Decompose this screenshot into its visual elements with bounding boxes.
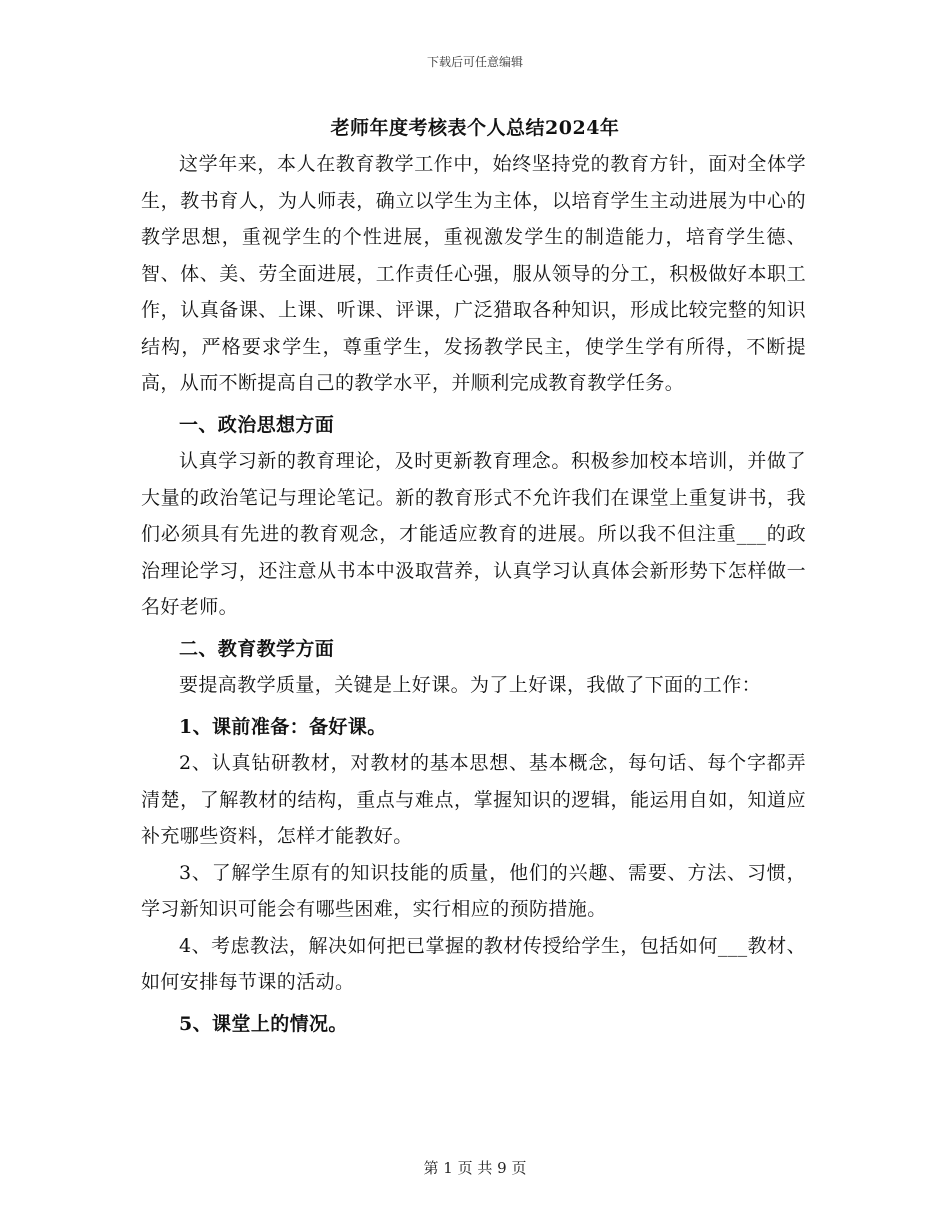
document-title: 老师年度考核表个人总结2024年 — [330, 117, 620, 139]
section-heading-politics: 一、政治思想方面 — [179, 413, 335, 436]
list-item-study-materials: 2、认真钻研教材，对教材的基本思想、基本概念，每句话、每个字都弄清楚，了解教材的结构，重点与难点，掌握知识的逻辑，能运用自如，知道应补充哪些资料，怎样才能教好。 — [141, 752, 806, 847]
politics-paragraph: 认真学习新的教育理论，及时更新教育理念。积极参加校本培训，并做了大量的政治笔记与理论笔记。新的教育形式不允许我们在课堂上重复讲书，我们必须具有先进的教育观念，才能适应教育的进展。所以我不但注重___的政治理论学习，还注意从书本中汲取营养，认真学习认真体会新形势下怎样做一名好老师。 — [141, 450, 806, 618]
intro-paragraph: 这学年来，本人在教育教学工作中，始终坚持党的教育方针，面对全体学生，教书育人，为人师表，确立以学生为主体，以培育学生主动进展为中心的教学思想，重视学生的个性进展，重视激发学生的制造能力，培育学生德、智、体、美、劳全面进展，工作责任心强，服从领导的分工，积极做好本职工作，认真备课、上课、听课、评课，广泛猎取各种知识，形成比较完整的知识结构，严格要求学生，尊重学生，发扬教学民主，使学生学有所得，不断提高，从而不断提高自己的教学水平，并顺利完成教育教学任务。 — [141, 153, 806, 394]
document-body — [141, 146, 806, 1042]
header-note: 下载后可任意编辑 — [426, 55, 523, 69]
section-heading-teaching: 二、教育教学方面 — [179, 637, 335, 660]
list-item-know-students: 3、了解学生原有的知识技能的质量，他们的兴趣、需要、方法、习惯，学习新知识可能会有哪些困难，实行相应的预防措施。 — [141, 861, 806, 920]
teaching-paragraph: 要提高教学质量，关键是上好课。为了上好课，我做了下面的工作： — [179, 674, 762, 696]
page-number: 第 1 页 共 9 页 — [423, 1159, 527, 1177]
item-heading-classroom: 5、课堂上的情况。 — [179, 1012, 348, 1035]
list-item-teaching-methods: 4、考虑教法，解决如何把已掌握的教材传授给学生，包括如何___教材、如何安排每节课的活动。 — [141, 934, 806, 993]
item-heading-preparation: 1、课前准备：备好课。 — [179, 715, 387, 738]
